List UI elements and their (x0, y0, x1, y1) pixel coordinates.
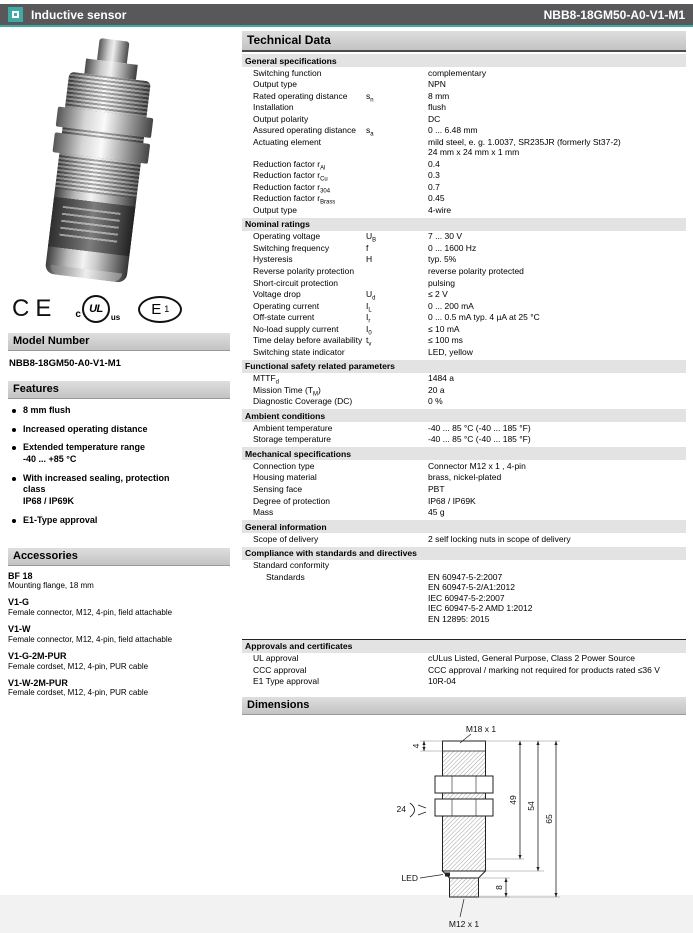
cul-us-us: us (110, 312, 121, 322)
spec-label: Rated operating distance (253, 90, 348, 101)
spec-row (242, 472, 686, 484)
spec-label: Mass (253, 507, 274, 518)
spec-row (242, 460, 686, 472)
spec-row (242, 335, 686, 347)
spec-symbol (366, 484, 428, 495)
spec-label: Reduction factor $r_{Brass}$ (253, 193, 336, 207)
technical-data-table (242, 54, 686, 687)
spec-row (242, 170, 686, 182)
spec-row (242, 231, 686, 243)
spec-value: 0.45 (428, 193, 445, 204)
spec-row (242, 67, 686, 79)
spec-symbol (366, 572, 428, 625)
spec-label: Mission Time $(T_M)$ (253, 384, 321, 398)
spec-row (242, 90, 686, 102)
dim-label-4: 4 (411, 744, 421, 749)
sensor-image (38, 34, 163, 284)
spec-label: Ambient temperature (253, 422, 333, 433)
certification-marks (8, 291, 230, 327)
spec-label: Sensing face (253, 483, 303, 494)
spec-label: Time delay before availability (253, 335, 363, 346)
spec-symbol (366, 385, 428, 396)
spec-label: E1 Type approval (253, 676, 319, 687)
spec-label: UL approval (253, 653, 299, 664)
spec-symbol (366, 102, 428, 113)
spec-value: ≤ 10 mA (428, 323, 460, 334)
spec-value: flush (428, 102, 446, 113)
spec-section-header: Approvals and certificates (242, 639, 686, 653)
spec-value (428, 560, 686, 571)
spec-row (242, 312, 686, 324)
accessory-desc: Female cordset, M12, 4-pin, PUR cable (8, 688, 149, 698)
model-number-value: NBB8-18GM50-A0-V1-M1 (9, 358, 121, 369)
product-photo (8, 31, 230, 289)
dimensions-heading: Dimensions (242, 697, 686, 715)
spec-section-header: Ambient conditions (242, 409, 686, 422)
spec-symbol (366, 423, 428, 434)
spec-label: Output polarity (253, 113, 309, 124)
spec-row (242, 254, 686, 266)
dim-label-54: 54 (526, 801, 536, 812)
spec-value: Connector M12 x 1 , 4-pin (428, 460, 526, 471)
spec-row (242, 653, 686, 665)
spec-row (242, 193, 686, 205)
connector-outline (450, 878, 479, 897)
left-column (8, 31, 230, 895)
spec-value: 20 a (428, 384, 445, 395)
model-number-heading: Model Number (8, 333, 230, 351)
accessory-name: BF 18 (8, 570, 33, 581)
spec-value: EN 60947-5-2:2007 EN 60947-5-2/A1:2012 IEC 60947-5-2:2007 IEC 60947-5-2 AMD 1:2012 EN 12895: 2015 (428, 571, 533, 624)
technical-data-heading: Technical Data (242, 31, 686, 52)
spec-symbol: $s_a$ (366, 125, 374, 138)
spec-value: typ. 5% (428, 254, 457, 265)
spec-value: complementary (428, 67, 487, 78)
cul-us-c: c (75, 308, 81, 320)
features-heading: Features (8, 381, 230, 399)
accessory-item (8, 624, 230, 645)
spec-row (242, 571, 686, 625)
spec-symbol (366, 182, 428, 193)
spec-value: 1484 a (428, 373, 454, 384)
spec-section-header: Mechanical specifications (242, 447, 686, 460)
spec-label: $MTTF_d$ (253, 373, 279, 386)
product-type-title: Inductive sensor (31, 7, 127, 22)
spec-label: No-load supply current (253, 323, 339, 334)
spec-symbol: $U_B$ (366, 231, 377, 245)
dim-label-m18: M18 x 1 (465, 724, 497, 735)
e1-mark (138, 296, 182, 323)
spec-value: 10R-04 (428, 676, 456, 687)
feature-item: 8 mm flush (10, 405, 230, 417)
spec-label: Diagnostic Coverage (DC) (253, 396, 353, 407)
spec-symbol (366, 461, 428, 472)
spec-value: 0 % (428, 396, 443, 407)
features-list (8, 405, 230, 548)
spec-label: Connection type (253, 460, 315, 471)
spec-symbol: $I_0$ (366, 323, 372, 337)
accessories-heading: Accessories (8, 548, 230, 566)
spec-value: 0 ... 1600 Hz (428, 242, 477, 253)
spec-label: Short-circuit protection (253, 277, 339, 288)
spec-label: CCC approval (253, 664, 307, 675)
spec-symbol (366, 266, 428, 277)
spec-symbol: $t_v$ (366, 335, 372, 348)
spec-label: Reduction factor $r_{Cu}$ (253, 170, 328, 183)
spec-row (242, 384, 686, 396)
spec-symbol: $I_L$ (366, 300, 372, 314)
spec-row (242, 158, 686, 170)
spec-label: Operating voltage (253, 231, 321, 242)
spec-row (242, 507, 686, 519)
header-model-number: NBB8-18GM50-A0-V1-M1 (543, 7, 685, 22)
spec-value: ≤ 100 ms (428, 335, 463, 346)
spec-value: 0.3 (428, 170, 440, 181)
ul-circle-icon (82, 295, 110, 323)
accessory-item (8, 571, 230, 592)
spec-label: Reverse polarity protection (253, 266, 355, 276)
accessory-desc: Mounting flange, 18 mm (8, 581, 94, 591)
spec-label: Output type (253, 204, 297, 215)
spec-row (242, 533, 686, 545)
spec-value: PBT (428, 483, 445, 494)
feature-item: With increased sealing, protection class IP68 / IP69K (10, 473, 230, 508)
spec-label: Degree of protection (253, 495, 331, 506)
spec-label: Reduction factor $r_{304}$ (253, 181, 331, 195)
spec-value: LED, yellow (428, 346, 473, 357)
spec-value: 0 ... 0.5 mA typ. 4 µA at 25 °C (428, 312, 540, 323)
spec-value: CCC approval / marking not required for products rated ≤36 V (428, 664, 660, 675)
spec-row (242, 102, 686, 114)
spec-value: -40 ... 85 °C (-40 ... 185 °F) (428, 422, 531, 433)
spec-row (242, 396, 686, 408)
spec-row (242, 676, 686, 688)
spec-label: Actuating element (253, 136, 322, 147)
spec-symbol (366, 507, 428, 518)
right-column (242, 31, 686, 930)
accessory-item (8, 651, 230, 672)
accessory-item (8, 678, 230, 699)
spec-symbol: $s_n$ (366, 90, 374, 104)
spec-row (242, 495, 686, 507)
dim-label-led: LED (401, 873, 418, 884)
spec-section-header: Compliance with standards and directives (242, 547, 686, 560)
dimension-drawing-svg (314, 721, 614, 933)
e1-letter: E (151, 300, 162, 318)
spec-row (242, 181, 686, 193)
ul-letters: UL (89, 303, 103, 315)
product-category-icon (8, 7, 23, 22)
dim-label-wrench-24: 24 (396, 804, 406, 815)
spec-section-header: Nominal ratings (242, 218, 686, 231)
spec-section-header: General information (242, 520, 686, 533)
spec-value: pulsing (428, 277, 455, 288)
spec-symbol (366, 347, 428, 358)
accessory-desc: Female connector, M12, 4-pin, field attachable (8, 608, 173, 618)
header-bar (0, 4, 693, 25)
spec-symbol (366, 79, 428, 90)
spec-row (242, 266, 686, 278)
spec-row (242, 300, 686, 312)
spec-row (242, 242, 686, 254)
feature-item: E1-Type approval (10, 515, 230, 527)
sensor-label-band (48, 197, 135, 257)
spec-symbol (366, 472, 428, 483)
accessory-desc: Female cordset, M12, 4-pin, PUR cable (8, 661, 149, 671)
spec-value: mild steel, e. g. 1.0037, SR235JR (formerly St37-2) 24 mm x 24 mm x 1 mm (428, 136, 621, 158)
e1-number: 1 (164, 304, 170, 314)
spec-row (242, 125, 686, 137)
spec-value: 8 mm (428, 90, 450, 101)
dim-label-65: 65 (544, 814, 554, 825)
accessory-name: V1-G (8, 597, 30, 608)
spec-label: Switching state indicator (253, 346, 345, 357)
spec-value: NPN (428, 79, 446, 90)
spec-symbol (366, 496, 428, 507)
spec-row (242, 323, 686, 335)
spec-row (242, 346, 686, 358)
dimension-drawing (242, 715, 686, 933)
spec-symbol (366, 170, 428, 181)
spec-symbol (366, 396, 428, 407)
spec-section-header: General specifications (242, 54, 686, 67)
spec-value: 7 ... 30 V (428, 231, 463, 242)
spec-label: Switching function (253, 67, 322, 78)
spec-value: 4-wire (428, 204, 452, 215)
spec-symbol (366, 114, 428, 125)
spec-row (242, 113, 686, 125)
spec-label: Off-state current (253, 312, 315, 323)
spec-value: IP68 / IP69K (428, 495, 476, 506)
spec-symbol: $U_d$ (366, 289, 376, 302)
spec-value: 2 self locking nuts in scope of delivery (428, 533, 571, 544)
spec-label: Standards (266, 571, 305, 582)
spec-label: Installation (253, 102, 294, 113)
header-left (8, 7, 126, 22)
sensor-body (45, 72, 151, 283)
spec-label: Output type (253, 79, 297, 90)
spec-label: Voltage drop (253, 289, 301, 300)
spec-label: Hysteresis (253, 254, 293, 265)
feature-item: Increased operating distance (10, 424, 230, 436)
spec-row (242, 277, 686, 289)
spec-symbol (366, 560, 428, 571)
spec-label: Assured operating distance (253, 125, 357, 136)
ce-mark: CE (12, 295, 58, 322)
spec-value: reverse polarity protected (428, 266, 524, 276)
accessory-desc: Female connector, M12, 4-pin, field attachable (8, 634, 173, 644)
product-category-icon-inner (12, 11, 19, 18)
spec-symbol (366, 205, 428, 216)
spec-value: 0.4 (428, 158, 440, 169)
spec-row (242, 422, 686, 434)
spec-label: Switching frequency (253, 242, 330, 253)
spec-value: 0 ... 200 mA (428, 300, 474, 311)
spec-value: -40 ... 85 °C (-40 ... 185 °F) (428, 434, 531, 445)
feature-item: Extended temperature range -40 ... +85 °C (10, 442, 230, 465)
spec-symbol (366, 193, 428, 204)
spec-row (242, 79, 686, 91)
spec-symbol (366, 137, 428, 158)
spec-row (242, 560, 686, 572)
spec-row (242, 204, 686, 216)
accessory-name: V1-G-2M-PUR (8, 650, 67, 661)
led-indicator (445, 873, 450, 877)
spec-value: ≤ 2 V (428, 289, 448, 300)
dim-label-m12: M12 x 1 (448, 919, 480, 930)
spec-symbol (366, 278, 428, 289)
spec-symbol: f (366, 242, 369, 253)
spec-value: cULus Listed, General Purpose, Class 2 Power Source (428, 653, 635, 664)
spec-symbol (366, 373, 428, 384)
spec-value: brass, nickel-plated (428, 472, 502, 483)
spec-symbol: $I_r$ (366, 312, 371, 325)
spec-label: Reduction factor $r_{Al}$ (253, 158, 326, 172)
spec-label: Scope of delivery (253, 533, 319, 544)
spec-symbol (366, 68, 428, 79)
spec-symbol (366, 434, 428, 445)
accessory-name: V1-W-2M-PUR (8, 677, 68, 688)
spec-row (242, 289, 686, 301)
spec-label: Operating current (253, 300, 320, 311)
spec-row (242, 664, 686, 676)
spec-value: 45 g (428, 507, 445, 518)
spec-value: DC (428, 113, 441, 124)
accessory-name: V1-W (8, 624, 31, 635)
spec-symbol: H (366, 254, 373, 265)
sensor-sensing-face (50, 265, 123, 283)
spec-label: Housing material (253, 472, 317, 483)
spec-symbol (366, 534, 428, 545)
dim-label-49: 49 (508, 795, 518, 806)
spec-row (242, 136, 686, 158)
spec-value: 0 ... 6.48 mm (428, 125, 478, 136)
spec-symbol (366, 665, 428, 676)
spec-row (242, 483, 686, 495)
accessory-item (8, 597, 230, 618)
spec-symbol (366, 653, 428, 664)
spec-symbol (366, 159, 428, 170)
spec-value: 0.7 (428, 181, 440, 192)
spec-section-header: Functional safety related parameters (242, 360, 686, 373)
accessories-list (8, 571, 230, 699)
spec-row (242, 434, 686, 446)
wrench-symbol (410, 803, 426, 817)
dim-label-8: 8 (494, 885, 504, 891)
accent-line (0, 25, 693, 27)
spec-symbol (366, 676, 428, 687)
content-columns (8, 31, 686, 930)
spec-row (242, 373, 686, 385)
cul-us-mark (75, 295, 120, 323)
spec-label: Standard conformity (253, 560, 330, 571)
spec-label: Storage temperature (253, 434, 331, 445)
